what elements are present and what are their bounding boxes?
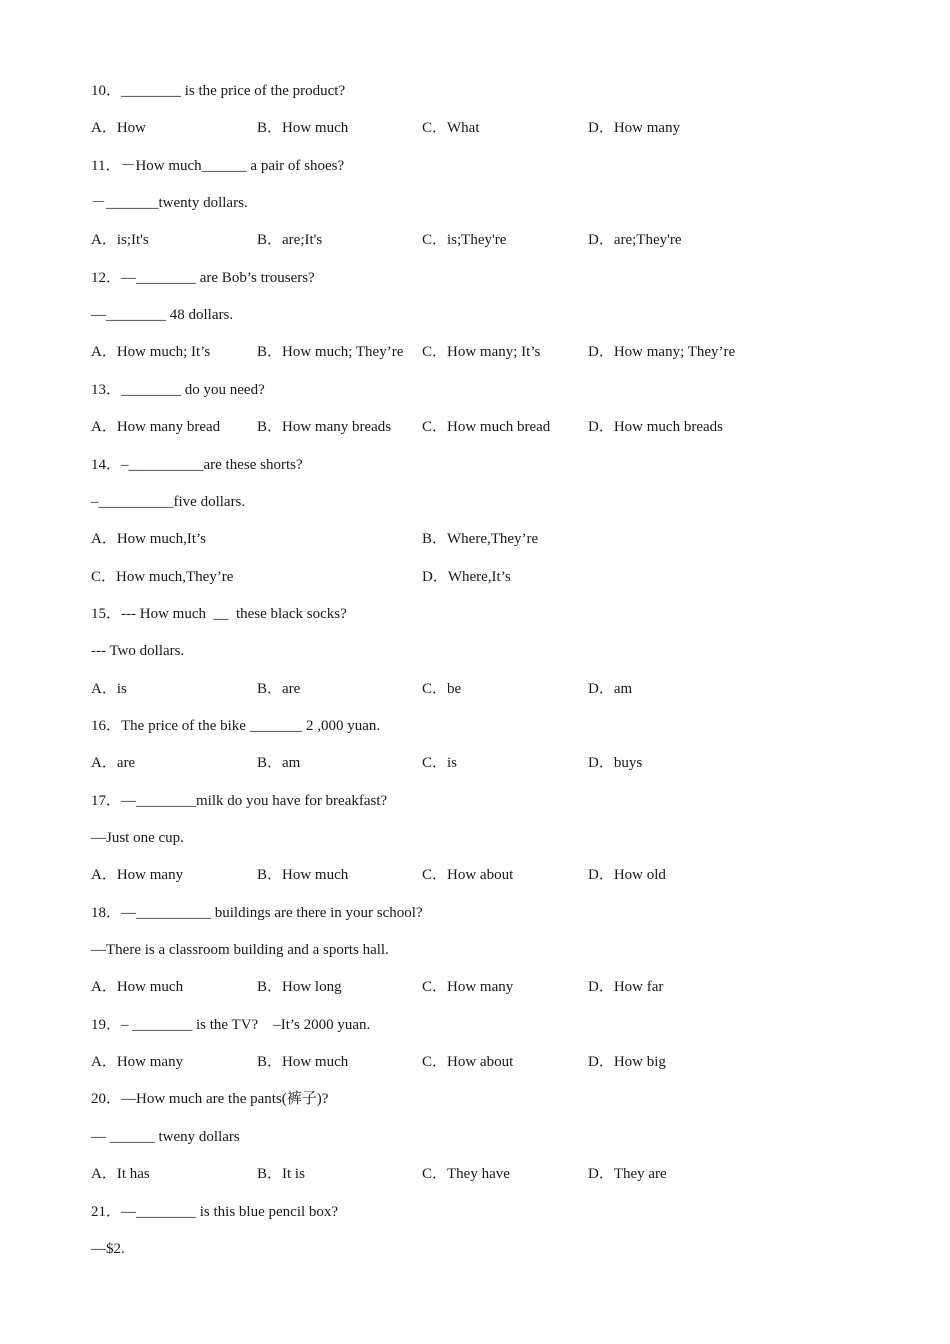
option-c: C．How about	[422, 1054, 514, 1071]
option-d: D．How many	[588, 120, 681, 137]
question-response: —________ 48 dollars.	[91, 307, 234, 324]
option-b: B．It is	[257, 1166, 305, 1183]
question-response: —$2.	[91, 1240, 125, 1257]
question-response: –__________five dollars.	[91, 493, 246, 510]
option-c: C．They have	[422, 1166, 510, 1183]
option-c: C．is;They're	[422, 232, 507, 249]
option-b: B．How much	[257, 1054, 349, 1071]
option-a: A．How much; It’s	[91, 344, 211, 361]
option-a: A．are	[91, 755, 136, 772]
question-stem: 19．– ________ is the TV? –It’s 2000 yuan.	[91, 1016, 371, 1033]
question-stem: 10．________ is the price of the product?	[91, 83, 346, 99]
question-response: —Just one cup.	[91, 830, 184, 846]
option-a: A．How many bread	[91, 419, 221, 436]
option-b: B．are	[257, 680, 301, 697]
option-a: A．is;It's	[91, 232, 149, 249]
option-d: D．am	[588, 680, 633, 697]
question-stem: 17．—________milk do you have for breakfast?	[91, 792, 388, 809]
option-b: B．Where,They’re	[422, 531, 539, 548]
question-stem: 14．–__________are these shorts?	[91, 456, 303, 473]
question-response: --- Two dollars.	[91, 643, 185, 660]
option-c: C．How about	[422, 867, 514, 884]
question-response: — ______ tweny dollars	[91, 1128, 240, 1145]
option-c: C．How many; It’s	[422, 344, 541, 361]
question-stem: 16．The price of the bike _______ 2 ,000 yuan.	[91, 717, 381, 734]
option-b: B．How many breads	[257, 419, 392, 436]
option-d: D．How far	[588, 979, 664, 996]
option-b: B．am	[257, 755, 301, 772]
question-stem: 21．—________ is this blue pencil box?	[91, 1203, 339, 1220]
option-d: D．buys	[588, 755, 643, 772]
option-d: D．are;They're	[588, 232, 682, 249]
question-response: —There is a classroom building and a sports hall.	[91, 942, 389, 959]
question-stem: 18．—__________ buildings are there in your school?	[91, 904, 423, 921]
option-a: A．How many	[91, 1054, 184, 1071]
option-d: D．How much breads	[588, 419, 723, 436]
option-d: D．They are	[588, 1166, 667, 1183]
option-b: B．How long	[257, 979, 342, 996]
option-d: D．How many; They’re	[588, 344, 736, 361]
question-stem: 12．—________ are Bob’s trousers?	[91, 269, 315, 286]
option-a: A．How much	[91, 979, 184, 996]
option-a: A．It has	[91, 1166, 150, 1183]
option-c: C．is	[422, 755, 458, 772]
option-a: A．is	[91, 680, 127, 697]
option-b: B．How much	[257, 120, 349, 137]
option-b: B．How much	[257, 867, 349, 884]
option-c: C．be	[422, 680, 462, 697]
question-stem: 11．－How much______ a pair of shoes?	[91, 157, 345, 174]
question-stem: 15．--- How much __ these black socks?	[91, 605, 347, 622]
option-c: C．How much,They’re	[91, 568, 234, 585]
option-c: C．What	[422, 120, 480, 137]
option-c: C．How many	[422, 979, 514, 996]
option-d: D．How big	[588, 1054, 666, 1071]
option-c: C．How much bread	[422, 419, 551, 436]
question-stem: 13．________ do you need?	[91, 381, 265, 398]
question-response: －_______twenty dollars.	[91, 195, 248, 212]
option-b: B．are;It's	[257, 232, 323, 249]
option-a: A．How	[91, 120, 146, 137]
option-a: A．How much,It’s	[91, 531, 206, 548]
question-stem: 20．—How much are the pants(裤子)?	[91, 1091, 329, 1108]
option-b: B．How much; They’re	[257, 344, 404, 361]
option-d: D．How old	[588, 867, 666, 884]
option-a: A．How many	[91, 867, 184, 884]
option-d: D．Where,It’s	[422, 568, 511, 585]
